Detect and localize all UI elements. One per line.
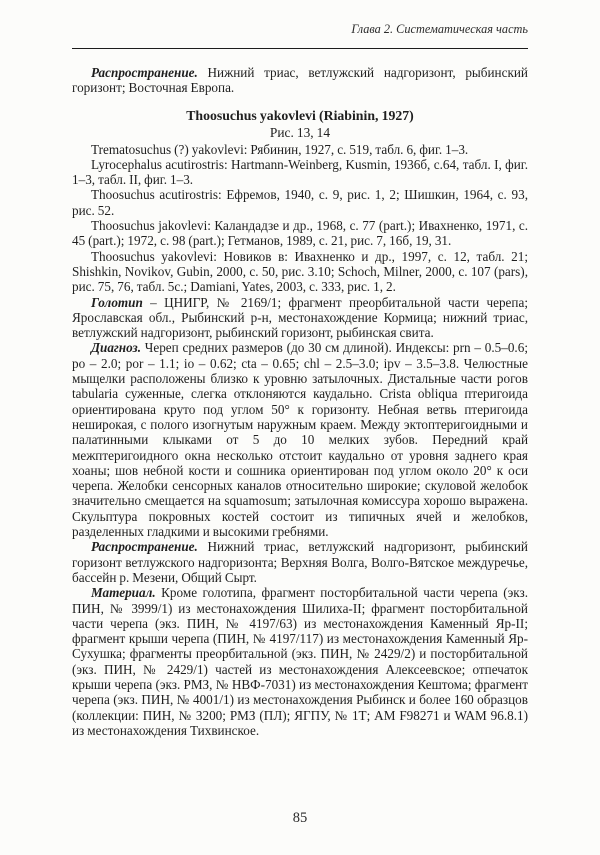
paragraph-distribution-top: [72, 65, 528, 96]
paragraph-lead: Распространение.: [91, 65, 198, 80]
synonymy-entry-1: Trematosuchus (?) yakovlevi: Рябинин, 1927, с. 519, табл. 6, фиг. 1–3.: [91, 141, 469, 157]
paragraph-holotype: [72, 295, 528, 341]
running-head: Глава 2. Систематическая часть: [351, 22, 528, 36]
paragraph-text: Нижний триас, ветлужский надгоризонт, рыбинский горизонт; Восточная Европа.: [72, 65, 528, 96]
paragraph-lead: Материал.: [91, 585, 156, 601]
species-heading: Thoosuchus yakovlevi (Riabinin, 1927): [186, 107, 414, 123]
paragraph-lead: Распространение.: [91, 539, 198, 555]
page-number: 85: [292, 810, 308, 826]
header-rule: [72, 48, 528, 49]
paragraph-diagnosis: [72, 340, 528, 539]
paragraph-lead: Диагноз.: [91, 340, 141, 356]
paragraph-text: Нижний триас, ветлужский надгоризонт, рыбинский горизонт ветлужского надгоризонта; Верхняя Волга, Волго-Вятское междуречье, бассейн р. Мезени, Общий Сырт.: [72, 539, 528, 585]
body-text: [72, 65, 528, 738]
paragraph-material: [72, 585, 528, 738]
text-block: [72, 22, 528, 738]
paragraph-text: Череп средних размеров (до 30 см длиной). Индексы: prn – 0.5–0.6; po – 2.0; por – 1.1; io – 0.62; cta – 0.65; chl – 2.5–3.0; ipv – 3.5–3.8. Челюстные мыщелки расположены близко к уровню затылочных. Дистальные части рогов tabularia суженные, слегка отклоняются каудально. Crista obliqua птеригоида ориентирована круто под углом 50° к горизонту. Небная ветвь птеригоида неширокая, с полого изогнутым наружным краем. Между эктоптеригоидными и палатинными клыками от 5 до 10 мелких зубов. Передний край межптеригоидного окна несколько отстоит каудально от уровня заднего края хоаны; шов небной кости и сошника ориентирован под углом около 20° к оси черепа. Желобки сенсорных каналов относительно широкие; скуловой желобок значительно смещается на squamosum; затылочная комиссура хорошо выражена. Скульптура покровных костей состоит из типичных ячей и желобков, разделенных гладкими и высокими гребнями.: [72, 340, 528, 540]
paragraph-text: Кроме голотипа, фрагмент посторбитальной части черепа (экз. ПИН, № 3999/1) из местонахождения Шилиха-II; фрагмент посторбитальной части черепа (экз. ПИН, № 4197/63) из местонахождения Каменный Яр-II; фрагмент крыши черепа (ПИН, № 4197/117) из местонахождения Каменный Яр-Сухушка; фрагменты преорбитальной (экз. ПИН, № 2429/2) и посторбитальной (экз. ПИН, № 2429/1) частей из местонахождения Алексеевское; отпечаток крыши черепа (экз. РМЗ, № НВФ-7031) из местонахождения Кештома; фрагмент черепа (экз. ПИН, № 4001/1) из местонахождения Рыбинск и более 160 образцов (коллекции: ПИН, № 3200; РМЗ (ПЛ); ЯГПУ, № 1Т; АМ F98271 и WAM 96.8.1) из местонахождения Тихвинское.: [72, 585, 528, 738]
synonymy-entry-4: Thoosuchus jakovlevi: Каландадзе и др., 1968, с. 77 (part.); Ивахненко, 1971, с. 45 (part.); 1972, с. 98 (part.); Гетманов, 1989, с. 21, рис. 7, 16б, 19, 31.: [72, 218, 528, 249]
paragraph-text: – ЦНИГР, № 2169/1; фрагмент преорбитальной части черепа; Ярославская обл., Рыбинский р-н, местонахождение Кормица; нижний триас, ветлужский надгоризонт, рыбинский горизонт, рыбинская свита.: [72, 294, 528, 341]
figure-reference: Рис. 13, 14: [269, 124, 331, 140]
paragraph-lead: Голотип: [91, 294, 143, 310]
synonymy-entry-5: Thoosuchus yakovlevi: Новиков в: Ивахненко и др., 1997, с. 12, табл. 21; Shishkin, Novikov, Gubin, 2000, с. 50, рис. 3.10; Schoch, Milner, 2000, с. 107 (pars), рис. 75, 76, табл. 5с.; Damiani, Yates, 2003, с. 333, рис. 1, 2.: [72, 248, 528, 295]
synonymy-entry-3: Thoosuchus acutirostris: Ефремов, 1940, с. 9, рис. 1, 2; Шишкин, 1964, с. 93, рис. 52.: [72, 187, 528, 218]
paragraph-distribution: [72, 539, 528, 585]
synonymy-entry-2: Lyrocephalus acutirostris: Hartmann-Weinberg, Kusmin, 1936б, с.64, табл. I, фиг. 1–3, табл. II, фиг. 1–3.: [72, 156, 528, 188]
